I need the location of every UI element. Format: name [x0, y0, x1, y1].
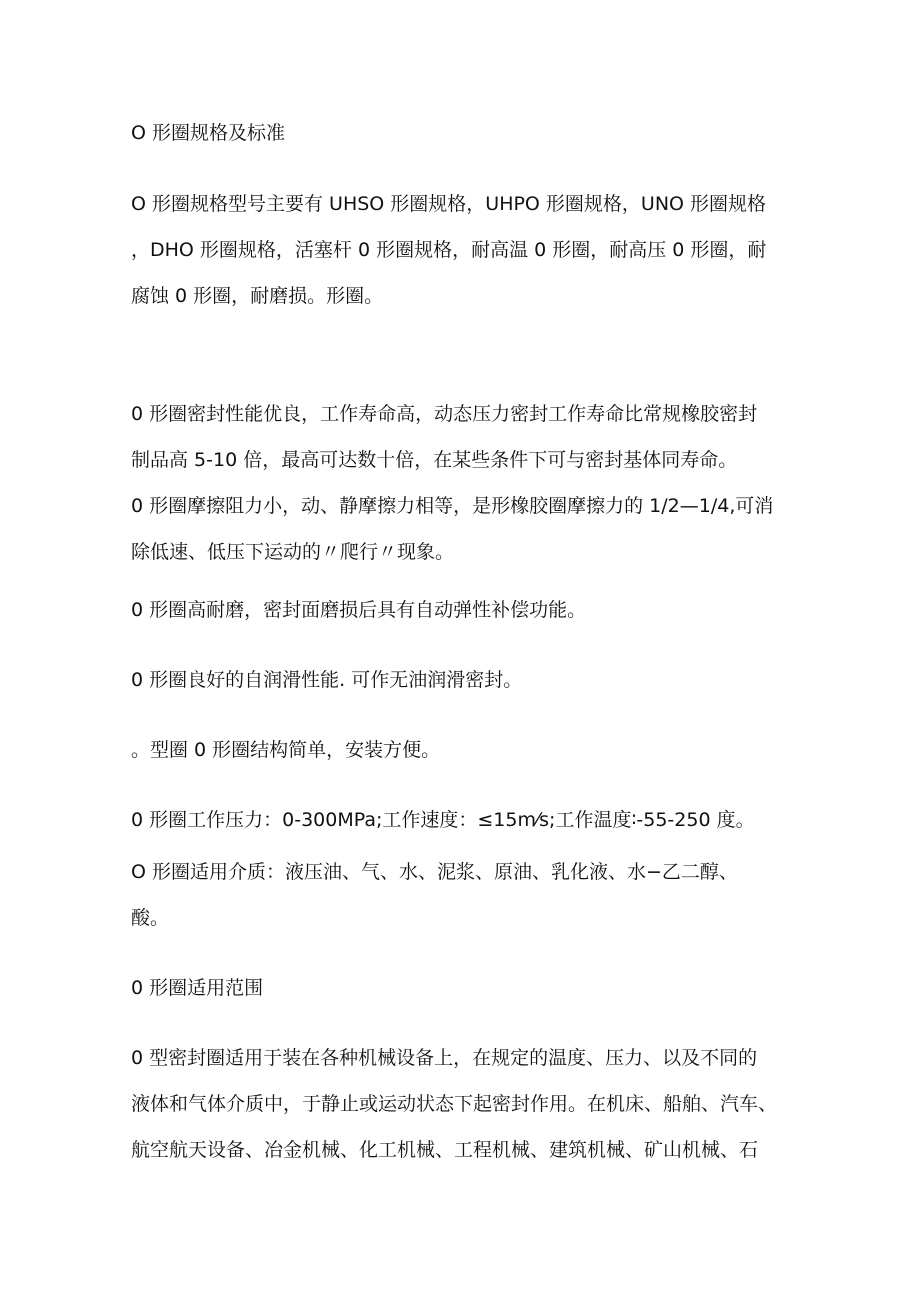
paragraph-structure	[131, 727, 803, 773]
heading-o-ring-spec	[131, 110, 803, 156]
paragraph-models	[131, 181, 803, 319]
text-line: O 形圈规格及标准	[131, 122, 285, 144]
text-line: 0 形圈摩擦阻力小，动、静摩擦力相等，是形橡胶圈摩擦力的 1/2—1/4,可消	[131, 495, 774, 517]
heading-application-scope	[131, 965, 803, 1011]
text-line: 0 形圈工作压力：0-300MPa;工作速度：≤15m⁄s;工作温度∶-55-250 度。	[131, 809, 755, 831]
text-line: 0 型密封圈适用于装在各种机械设备上，在规定的温度、压力、以及不同的	[131, 1047, 758, 1069]
text-line: 0 形圈高耐磨，密封面磨损后具有自动弹性补偿功能。	[131, 599, 587, 621]
text-line: 液体和气体介质中，于静止或运动状态下起密封作用。在机床、船舶、汽车、	[131, 1093, 778, 1115]
text-line: 。型圈 0 形圈结构简单，安装方便。	[131, 739, 441, 761]
paragraph-media	[131, 849, 803, 941]
text-line: 腐蚀 0 形圈，耐磨损。形圈。	[131, 285, 384, 307]
paragraph-working-parameters	[131, 797, 803, 843]
text-line: 除低速、低压下运动的〃爬行〃现象。	[131, 541, 455, 563]
text-line: 制品高 5-10 倍，最高可达数十倍，在某些条件下可与密封基体同寿命。	[131, 449, 738, 471]
paragraph-application	[131, 1035, 803, 1173]
paragraph-wear	[131, 587, 803, 633]
text-line: 0 形圈良好的自润滑性能. 可作无油润滑密封。	[131, 669, 523, 691]
text-line: 航空航天设备、冶金机械、化工机械、工程机械、建筑机械、矿山机械、石	[131, 1139, 759, 1161]
paragraph-sealing-performance	[131, 391, 803, 483]
text-line: O 形圈规格型号主要有 UHSO 形圈规格，UHPO 形圈规格，UNO 形圈规格	[131, 193, 767, 215]
text-line: O 形圈适用介质：液压油、气、水、泥浆、原油、乳化液、水−乙二醇、	[131, 861, 738, 883]
paragraph-friction	[131, 483, 803, 575]
text-line: 0 形圈适用范围	[131, 977, 264, 999]
text-line: 0 形圈密封性能优良，工作寿命高，动态压力密封工作寿命比常规橡胶密封	[131, 403, 758, 425]
text-line: 酸。	[131, 907, 170, 929]
text-line: ，DHO 形圈规格，活塞杆 0 形圈规格，耐高温 0 形圈，耐高压 0 形圈，耐	[131, 239, 767, 261]
paragraph-lubrication	[131, 657, 803, 703]
